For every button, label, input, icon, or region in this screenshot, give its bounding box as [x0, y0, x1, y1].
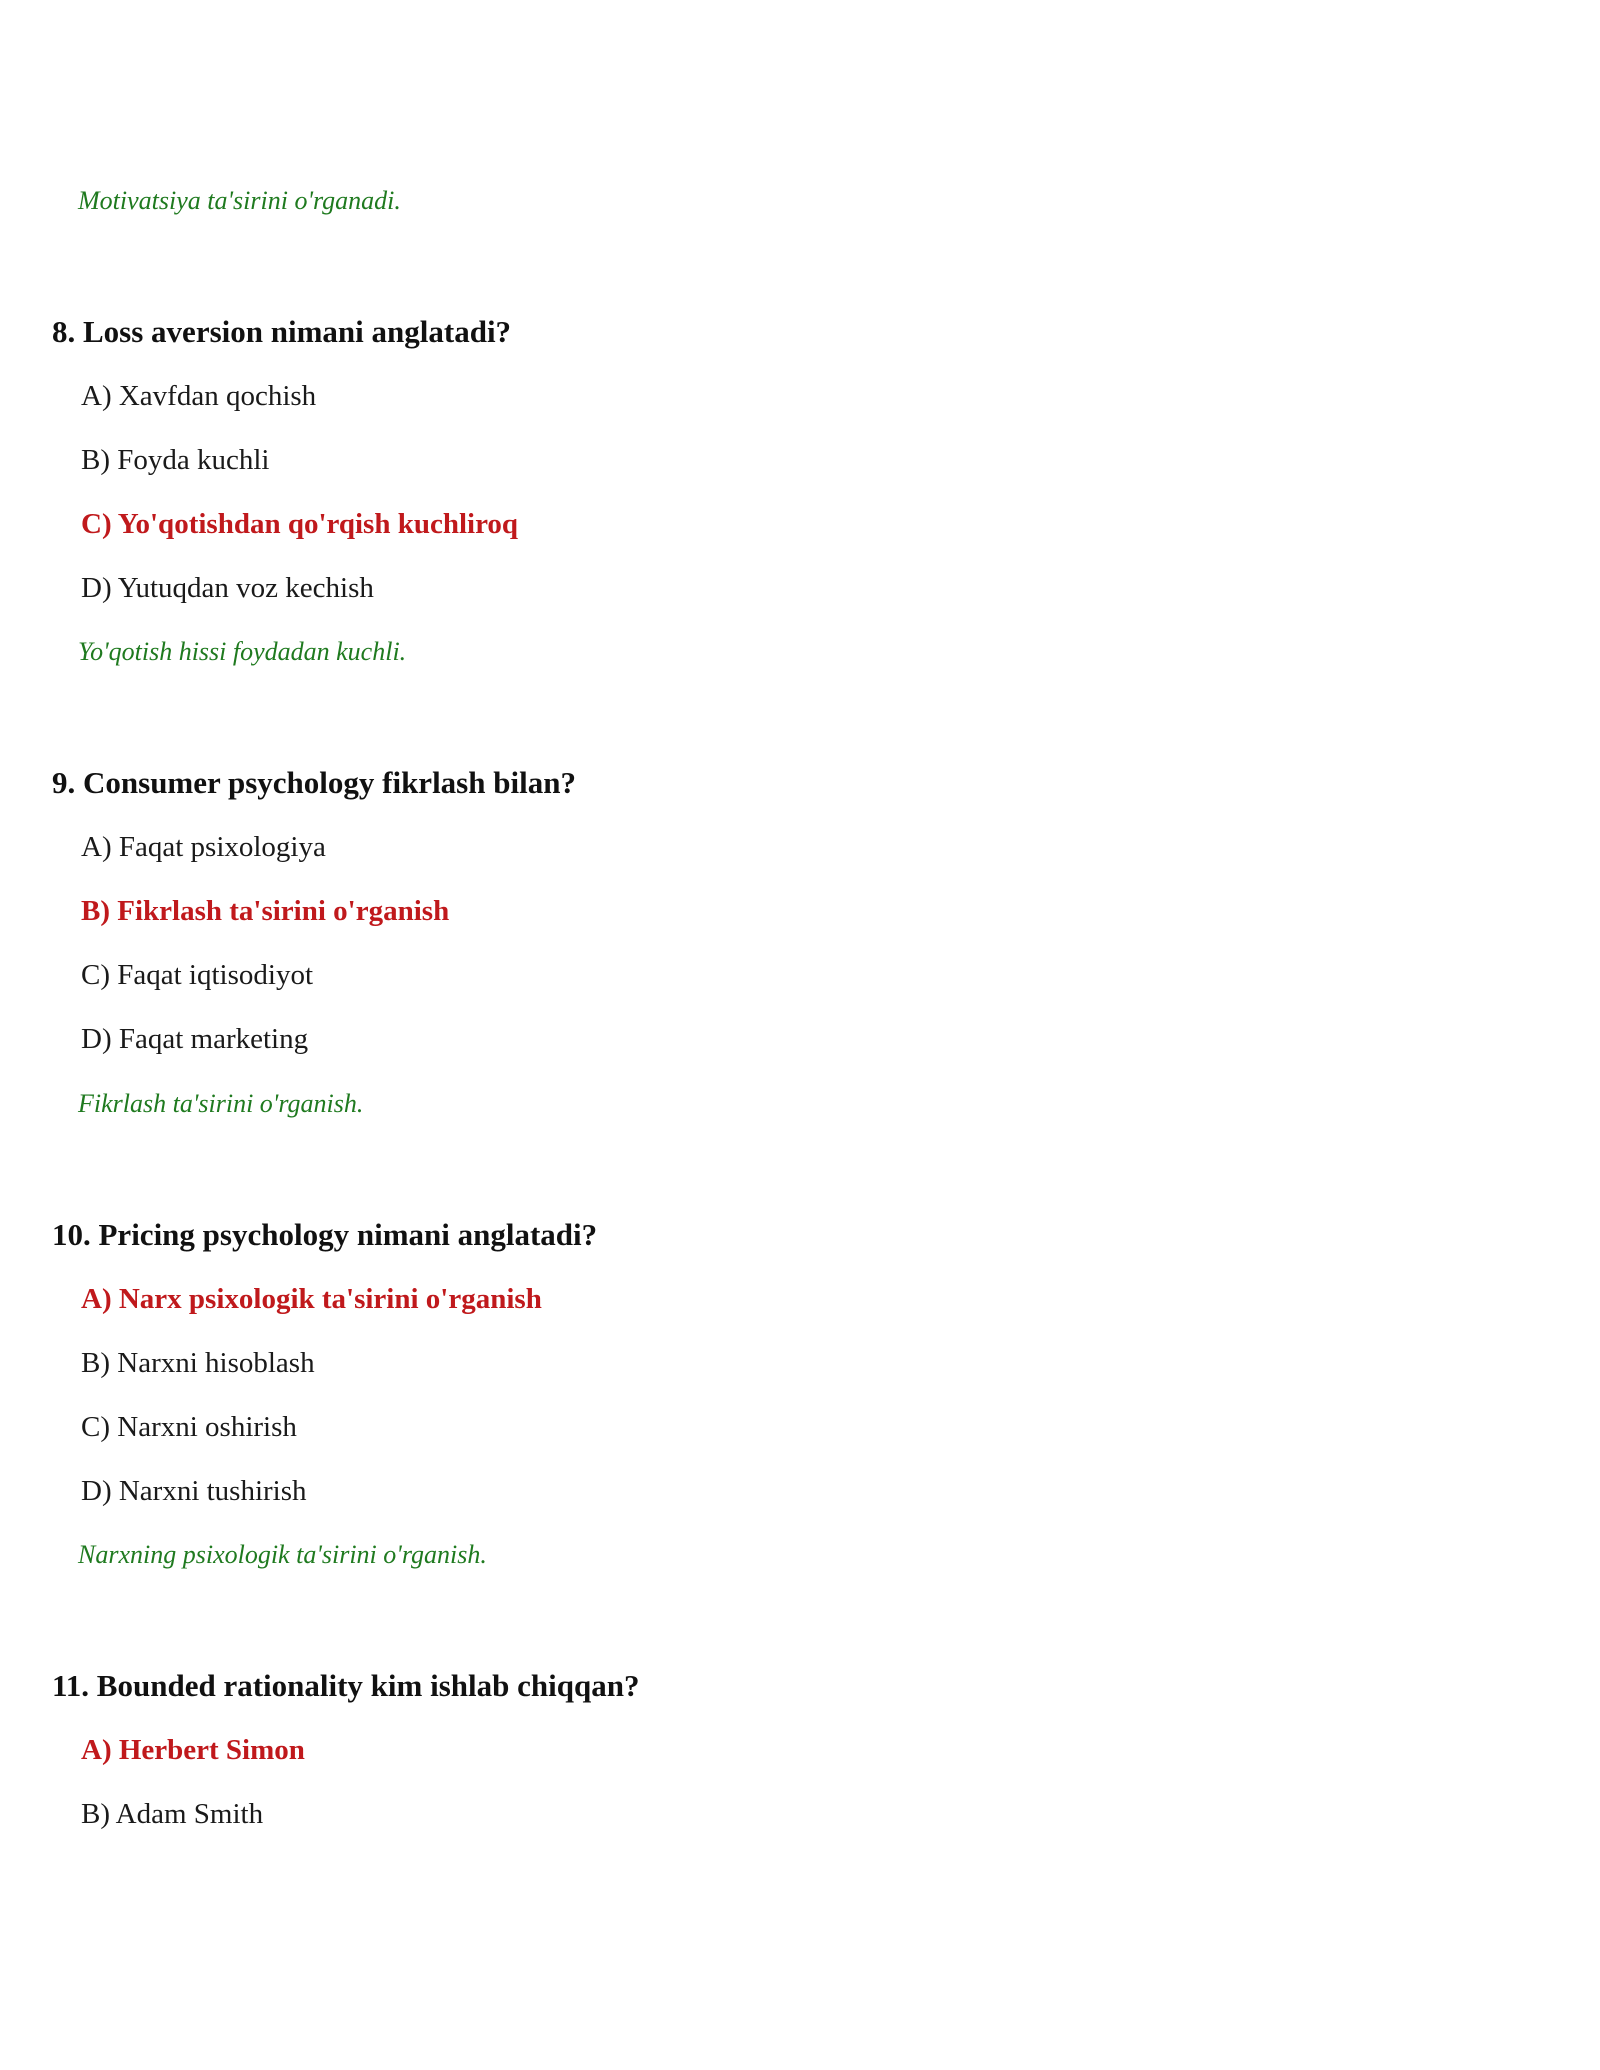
correct-answer-option: B) Fikrlash ta'sirini o'rganish	[81, 895, 450, 927]
answer-option: C) Narxni oshirish	[81, 1411, 297, 1443]
answer-option: D) Narxni tushirish	[81, 1475, 307, 1507]
question-title: 10. Pricing psychology nimani anglatadi?	[52, 1217, 598, 1252]
answer-explanation: Narxning psixologik ta'sirini o'rganish.	[78, 1540, 487, 1569]
answer-option: A) Xavfdan qochish	[81, 380, 317, 412]
answer-option: B) Adam Smith	[81, 1798, 264, 1830]
correct-answer-option: A) Herbert Simon	[81, 1734, 305, 1766]
question-title: 8. Loss aversion nimani anglatadi?	[52, 314, 512, 349]
answer-option: A) Faqat psixologiya	[81, 831, 326, 863]
answer-option: D) Faqat marketing	[81, 1023, 309, 1055]
question-title: 11. Bounded rationality kim ishlab chiqqan?	[52, 1668, 640, 1703]
intro-explanation: Motivatsiya ta'sirini o'rganadi.	[78, 186, 401, 215]
answer-option: B) Foyda kuchli	[81, 444, 270, 476]
answer-option: B) Narxni hisoblash	[81, 1347, 315, 1379]
answer-option: D) Yutuqdan voz kechish	[81, 572, 374, 604]
question-title: 9. Consumer psychology fikrlash bilan?	[52, 765, 576, 800]
correct-answer-option: C) Yo'qotishdan qo'rqish kuchliroq	[81, 508, 519, 540]
answer-explanation: Fikrlash ta'sirini o'rganish.	[78, 1089, 364, 1118]
correct-answer-option: A) Narx psixologik ta'sirini o'rganish	[81, 1283, 542, 1315]
answer-option: C) Faqat iqtisodiyot	[81, 959, 313, 991]
answer-explanation: Yo'qotish hissi foydadan kuchli.	[78, 637, 407, 666]
